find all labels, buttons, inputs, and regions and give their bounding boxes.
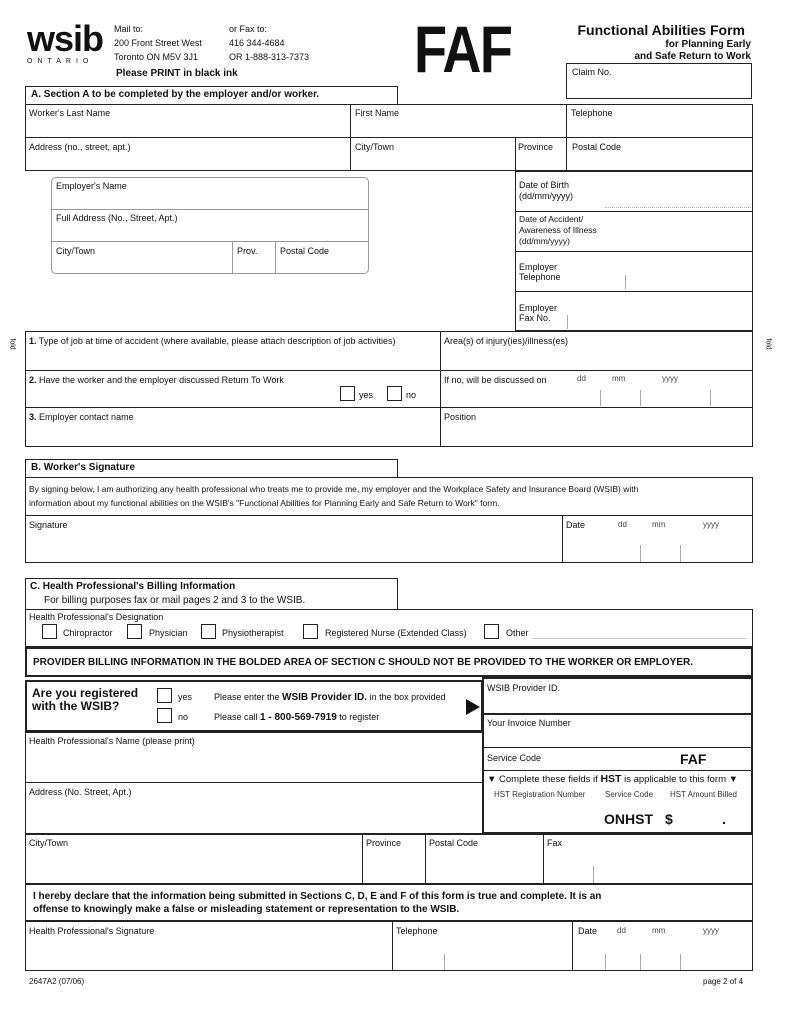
employer-fax-label2: Fax No. bbox=[519, 313, 551, 323]
hp-province-field[interactable] bbox=[364, 850, 424, 882]
declaration-line1: I hereby declare that the information being submitted in Sections C, D, E and F of this form is true and complete. It is an bbox=[33, 891, 602, 902]
worker-postal-label: Postal Code bbox=[572, 142, 622, 152]
section-a-heading: A. Section A to be completed by the employer and/or worker. bbox=[25, 86, 398, 104]
registered-question-line2: with the WSIB? bbox=[32, 699, 120, 713]
mail-address-line1: 200 Front Street West bbox=[114, 38, 202, 48]
hp-city-field[interactable] bbox=[26, 850, 361, 882]
worker-province-field[interactable] bbox=[517, 152, 565, 170]
q3-text: Employer contact name bbox=[39, 412, 134, 422]
rtw-yes-label: yes bbox=[359, 390, 374, 400]
injury-area-label: Area(s) of injury(ies)/illness(es) bbox=[444, 336, 569, 346]
hst-amount-field[interactable] bbox=[678, 805, 748, 829]
enter-id-bold: WSIB Provider ID. bbox=[282, 692, 368, 703]
employer-fax-field[interactable] bbox=[570, 298, 751, 328]
rtw-date-field[interactable] bbox=[570, 384, 750, 406]
arrow-right-icon bbox=[466, 699, 480, 715]
form-title: Functional Abilities Form bbox=[577, 22, 745, 38]
registered-no-label: no bbox=[178, 712, 189, 722]
worker-city-label: City/Town bbox=[355, 142, 395, 152]
hp-province-label: Province bbox=[366, 838, 402, 848]
consent-text-line2: information about my functional abilities on the WSIB's "Functional Abilities for Planning Early and Safe Return to Work" form. bbox=[29, 498, 500, 508]
mail-label: Mail to: bbox=[114, 24, 144, 34]
consent-text-line1: By signing below, I am authorizing any health professional who treats me to provide me, my employer and the Workplace Safety and Insurance Board (WSIB) with bbox=[29, 484, 639, 494]
hp-fax-field[interactable] bbox=[545, 850, 751, 882]
first-name-label: First Name bbox=[355, 108, 400, 118]
rtw-yes-checkbox[interactable] bbox=[340, 386, 355, 401]
hst-service-code-label: Service Code bbox=[605, 790, 654, 799]
other-checkbox[interactable] bbox=[484, 624, 499, 639]
registered-no-checkbox[interactable] bbox=[157, 708, 172, 723]
fold-mark-left: fold bbox=[8, 338, 16, 350]
call-to-register-text bbox=[214, 712, 379, 724]
employer-postal-field[interactable] bbox=[277, 256, 367, 272]
provider-notice: PROVIDER BILLING INFORMATION IN THE BOLDED AREA OF SECTION C SHOULD NOT BE PROVIDED TO THE WORKER OR EMPLOYER. bbox=[33, 657, 694, 668]
page-number: page 2 of 4 bbox=[703, 977, 744, 986]
doa-label3: (dd/mm/yyyy) bbox=[519, 236, 570, 246]
worker-mm-hint: mm bbox=[652, 520, 666, 529]
registered-nurse-label: Registered Nurse (Extended Class) bbox=[325, 628, 467, 638]
date-of-accident-field[interactable] bbox=[610, 218, 751, 248]
chiropractor-checkbox[interactable] bbox=[42, 624, 57, 639]
q1-label: 1. Type of job at time of accident (where available, please attach description of job activities) bbox=[29, 336, 396, 346]
hp-telephone-field[interactable] bbox=[394, 938, 571, 969]
q2-label: 2. Have the worker and the employer discussed Return To Work bbox=[29, 375, 284, 385]
declaration-line2: offense to knowingly make a false or misleading statement or representation to the WSIB. bbox=[33, 904, 460, 915]
position-field[interactable] bbox=[442, 424, 752, 446]
worker-province-label: Province bbox=[518, 142, 554, 152]
logo-subtext: ONTARIO bbox=[27, 58, 94, 65]
injury-area-field[interactable] bbox=[442, 348, 752, 369]
hst-note-post: is applicable to this form ▼ bbox=[621, 774, 739, 785]
section-b-heading: B. Worker's Signature bbox=[25, 459, 398, 477]
service-code-value: FAF bbox=[680, 751, 707, 767]
worker-telephone-field[interactable] bbox=[568, 118, 751, 136]
doa-label1: Date of Accident/ bbox=[519, 214, 584, 224]
employer-city-label: City/Town bbox=[56, 246, 96, 256]
section-c-heading: C. Health Professional's Billing Information bbox=[30, 581, 236, 592]
hst-registration-field[interactable] bbox=[485, 802, 597, 830]
q1-text: Type of job at time of accident (where available, please attach description of job activities) bbox=[38, 336, 396, 346]
q3-label: 3. Employer contact name bbox=[29, 412, 134, 422]
employer-name-label: Employer's Name bbox=[56, 181, 127, 191]
provider-id-label: WSIB Provider ID. bbox=[487, 683, 561, 693]
worker-address-label: Address (no., street, apt.) bbox=[29, 142, 131, 152]
invoice-number-field[interactable] bbox=[600, 716, 750, 745]
rtw-yyyy-hint: yyyy bbox=[662, 374, 678, 383]
hp-date-field[interactable] bbox=[605, 938, 750, 969]
onhst-code: ONHST bbox=[604, 811, 653, 827]
worker-last-name-label: Worker's Last Name bbox=[29, 108, 111, 118]
call-bold: 1 - 800-569-7919 bbox=[260, 712, 337, 723]
registered-yes-checkbox[interactable] bbox=[157, 688, 172, 703]
registered-question-line1: Are you registered bbox=[32, 686, 139, 700]
form-number: 2647A2 (07/06) bbox=[29, 977, 85, 986]
hp-address-label: Address (No. Street, Apt.) bbox=[29, 787, 132, 797]
form-subtitle2: and Safe Return to Work bbox=[634, 51, 751, 62]
rtw-no-checkbox[interactable] bbox=[387, 386, 402, 401]
hst-registration-label: HST Registration Number bbox=[494, 790, 586, 799]
hp-signature-label: Health Professional's Signature bbox=[29, 926, 155, 936]
physician-checkbox[interactable] bbox=[127, 624, 142, 639]
employer-prov-label: Prov. bbox=[237, 246, 258, 256]
employer-telephone-label1: Employer bbox=[519, 262, 558, 272]
q2-text: Have the worker and the employer discussed Return To Work bbox=[39, 375, 284, 385]
hp-fax-label: Fax bbox=[547, 838, 563, 848]
fold-mark-right: fold bbox=[764, 338, 772, 350]
physiotherapist-checkbox[interactable] bbox=[201, 624, 216, 639]
employer-address-field[interactable] bbox=[52, 224, 368, 240]
logo-text: wsib bbox=[27, 18, 104, 59]
employer-telephone-field[interactable] bbox=[570, 258, 751, 288]
invoice-number-label: Your Invoice Number bbox=[487, 718, 571, 728]
call-post: to register bbox=[336, 712, 380, 722]
worker-signature-field[interactable] bbox=[26, 532, 561, 562]
employer-telephone-label2: Telephone bbox=[519, 272, 561, 282]
hp-postal-label: Postal Code bbox=[429, 838, 479, 848]
doa-label2: Awareness of Illness bbox=[519, 225, 597, 235]
hst-note-pre: ▼ Complete these fields if bbox=[487, 774, 601, 785]
hp-name-field[interactable] bbox=[26, 748, 481, 780]
worker-telephone-label: Telephone bbox=[571, 108, 613, 118]
form-subtitle1: for Planning Early bbox=[665, 39, 751, 50]
fax-number2: OR 1-888-313-7373 bbox=[229, 52, 310, 62]
registered-yes-label: yes bbox=[178, 692, 193, 702]
job-type-field[interactable] bbox=[26, 348, 439, 369]
hp-signature-field[interactable] bbox=[26, 938, 391, 969]
hp-telephone-label: Telephone bbox=[396, 926, 438, 936]
first-name-field[interactable] bbox=[352, 118, 564, 136]
employer-contact-field[interactable] bbox=[26, 424, 439, 446]
employer-postal-label: Postal Code bbox=[280, 246, 330, 256]
hst-note bbox=[487, 773, 738, 786]
worker-date-field[interactable] bbox=[600, 532, 750, 562]
provider-id-field[interactable] bbox=[485, 694, 750, 712]
decimal-point: . bbox=[722, 811, 726, 827]
print-instruction: Please PRINT in black ink bbox=[116, 68, 238, 79]
hp-yyyy-hint: yyyy bbox=[703, 926, 719, 935]
enter-provider-id-text bbox=[214, 692, 446, 704]
employer-city-field[interactable] bbox=[52, 256, 231, 272]
employer-fax-label1: Employer bbox=[519, 303, 558, 313]
hst-amount-label: HST Amount Billed bbox=[670, 790, 737, 799]
service-code-label: Service Code bbox=[487, 753, 542, 763]
physician-label: Physician bbox=[149, 628, 188, 638]
physiotherapist-label: Physiotherapist bbox=[222, 628, 284, 638]
dollar-sign: $ bbox=[665, 811, 673, 827]
enter-id-pre: Please enter the bbox=[214, 692, 283, 702]
fax-label: or Fax to: bbox=[229, 24, 268, 34]
mail-address-line2: Toronto ON M5V 3J1 bbox=[114, 52, 199, 62]
dob-label2: (dd/mm/yyyy) bbox=[519, 191, 573, 201]
worker-dd-hint: dd bbox=[618, 520, 627, 529]
worker-address-field[interactable] bbox=[26, 152, 349, 170]
employer-prov-field[interactable] bbox=[233, 256, 274, 272]
employer-name-field[interactable] bbox=[52, 192, 368, 208]
worker-date-label: Date bbox=[566, 520, 586, 530]
date-of-birth-field[interactable] bbox=[605, 178, 751, 208]
hst-note-bold: HST bbox=[600, 773, 622, 785]
faf-big-code: FAF bbox=[414, 12, 512, 86]
registered-nurse-checkbox[interactable] bbox=[303, 624, 318, 639]
hp-address-field[interactable] bbox=[26, 799, 481, 832]
hp-mm-hint: mm bbox=[652, 926, 666, 935]
fax-number1: 416 344-4684 bbox=[229, 38, 285, 48]
designation-label: Health Professional's Designation bbox=[29, 612, 164, 622]
hp-dd-hint: dd bbox=[617, 926, 626, 935]
chiropractor-label: Chiropractor bbox=[63, 628, 113, 638]
hp-postal-field[interactable] bbox=[427, 850, 542, 882]
section-c-subheading: For billing purposes fax or mail pages 2 and 3 to the WSIB. bbox=[44, 595, 306, 606]
call-pre: Please call bbox=[214, 712, 261, 722]
enter-id-post: in the box provided bbox=[367, 692, 446, 702]
hp-name-label: Health Professional's Name (please print) bbox=[29, 736, 195, 746]
rtw-discussed-label: If no, will be discussed on bbox=[444, 375, 547, 385]
worker-signature-label: Signature bbox=[29, 520, 68, 530]
dob-label1: Date of Birth bbox=[519, 180, 570, 190]
employer-address-label: Full Address (No., Street, Apt.) bbox=[56, 213, 178, 223]
worker-yyyy-hint: yyyy bbox=[703, 520, 719, 529]
worker-city-field[interactable] bbox=[352, 152, 514, 170]
hp-date-label: Date bbox=[578, 926, 598, 936]
rtw-dd-hint: dd bbox=[577, 374, 586, 383]
rtw-no-label: no bbox=[406, 390, 417, 400]
wsib-logo bbox=[27, 18, 104, 65]
claim-number-field[interactable] bbox=[566, 63, 752, 99]
worker-postal-field[interactable] bbox=[568, 152, 751, 170]
claim-number-label: Claim No. bbox=[572, 67, 612, 77]
hp-city-label: City/Town bbox=[29, 838, 69, 848]
position-label: Position bbox=[444, 412, 477, 422]
rtw-mm-hint: mm bbox=[612, 374, 626, 383]
other-label: Other bbox=[506, 628, 529, 638]
worker-last-name-field[interactable] bbox=[26, 118, 349, 136]
